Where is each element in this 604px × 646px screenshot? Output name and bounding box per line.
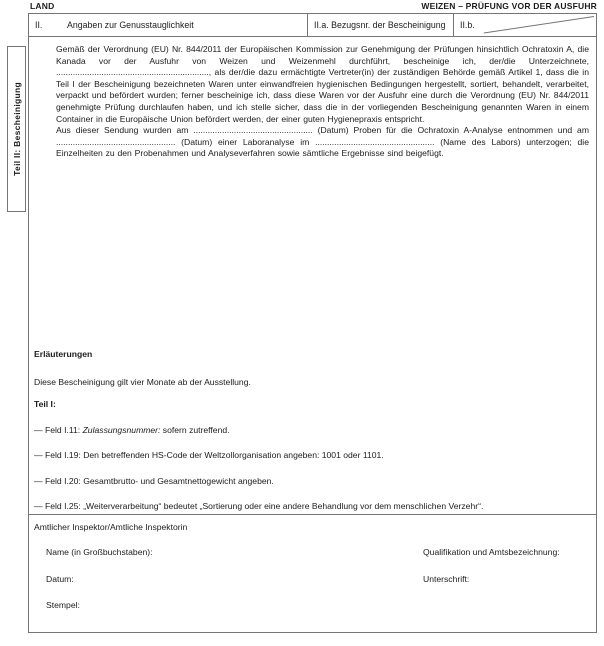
note-item-feld-i25 xyxy=(34,501,586,512)
certificate-statement xyxy=(56,44,589,160)
note-text: — Feld I.19: Den betreffenden HS-Code der Weltzollorganisation angeben: 1001 oder 1101. xyxy=(34,450,384,460)
inspector-section xyxy=(29,514,596,632)
qualification-label: Qualifikation und Amtsbezeichnung: xyxy=(423,547,560,557)
note-italic-text: Zulassungsnummer: xyxy=(82,424,161,435)
note-item-feld-i20 xyxy=(34,476,586,487)
note-item-feld-i19 xyxy=(34,450,586,461)
document-title: WEIZEN – PRÜFUNG VOR DER AUSFUHR xyxy=(421,1,597,11)
note-text: sofern zutreffend. xyxy=(160,424,230,435)
note-text: — Feld I.25: „Weiterverarbeitung“ bedeutet „Sortierung oder eine andere Behandlung vor dem menschlichen Verzehr“. xyxy=(34,501,484,511)
notes-heading: Erläuterungen xyxy=(34,349,93,359)
note-text: — Feld I.11: xyxy=(34,424,83,435)
statement-paragraph-1: Gemäß der Verordnung (EU) Nr. 844/2011 der Europäischen Kommission zur Genehmigung der Prüfungen hinsichtlich Ochratoxin A, die Kanada vor der Ausfuhr von Weizen und Weizenmehl durchführt, bescheinige ich, der/die Unterzeichnete, ................................................................, als der/die dazu ermächtigte Vertreter(in) der zuständigen Behörde gemäß Artikel 1, dass die in Teil I der Bescheinigung bezeichneten Waren unter einwandfreien hygienischen Bedingungen hergestellt, sortiert, behandelt, verarbeitet, verpackt und befördert wurden; ferner bescheinige ich, dass diese Waren vor der Ausfuhr eine durch die Verordnung (EU) Nr. 844/2011 genehmigte Prüfung durchlaufen haben, und ich stelle sicher, dass die in der vorliegenden Bescheinigung genannten Waren in einem Container in die Europäische Union befördert werden, der einer guten Hygienepraxis entspricht. xyxy=(56,44,589,124)
part2-side-tab xyxy=(7,46,26,212)
note-text: — Feld I.20: Gesamtbrutto- und Gesamtnettogewicht angeben. xyxy=(34,475,274,486)
section-ii-cell xyxy=(29,14,307,36)
iib-label: II.b. xyxy=(460,20,475,30)
date-label: Datum: xyxy=(46,574,74,584)
diagonal-strikeout-line xyxy=(454,14,596,36)
validity-note: Diese Bescheinigung gilt vier Monate ab der Ausstellung. xyxy=(34,377,251,387)
section-title: Angaben zur Genusstauglichkeit xyxy=(67,20,194,30)
stamp-label: Stempel: xyxy=(46,600,80,610)
part1-heading: Teil I: xyxy=(34,399,56,409)
country-label: LAND xyxy=(30,1,55,11)
section-header-row xyxy=(29,14,596,37)
inspector-heading: Amtlicher Inspektor/Amtliche Inspektorin xyxy=(34,522,188,532)
note-item-feld-i11 xyxy=(34,425,586,436)
iib-cell xyxy=(453,14,596,36)
notes-section xyxy=(34,349,586,512)
reference-number-cell: II.a. Bezugsnr. der Bescheinigung xyxy=(307,14,453,36)
certificate-form-border xyxy=(28,13,597,633)
statement-paragraph-2: Aus dieser Sendung wurden am .................................................. (Datum) Proben für die Ochratoxin A-Analyse entnommen und am .................................................. (Datum) einer Laboranalyse im .................................................. (Name des Labors) unterzogen; die Einzelheiten zu den Probenahmen und Analyseverfahren sowie sämtliche Ergebnisse sind beigefügt. xyxy=(56,125,589,159)
signature-label: Unterschrift: xyxy=(423,574,470,584)
side-tab-label: Teil II: Bescheinigung xyxy=(11,82,22,176)
section-number: II. xyxy=(35,20,43,30)
name-label: Name (in Großbuchstaben): xyxy=(46,547,153,557)
